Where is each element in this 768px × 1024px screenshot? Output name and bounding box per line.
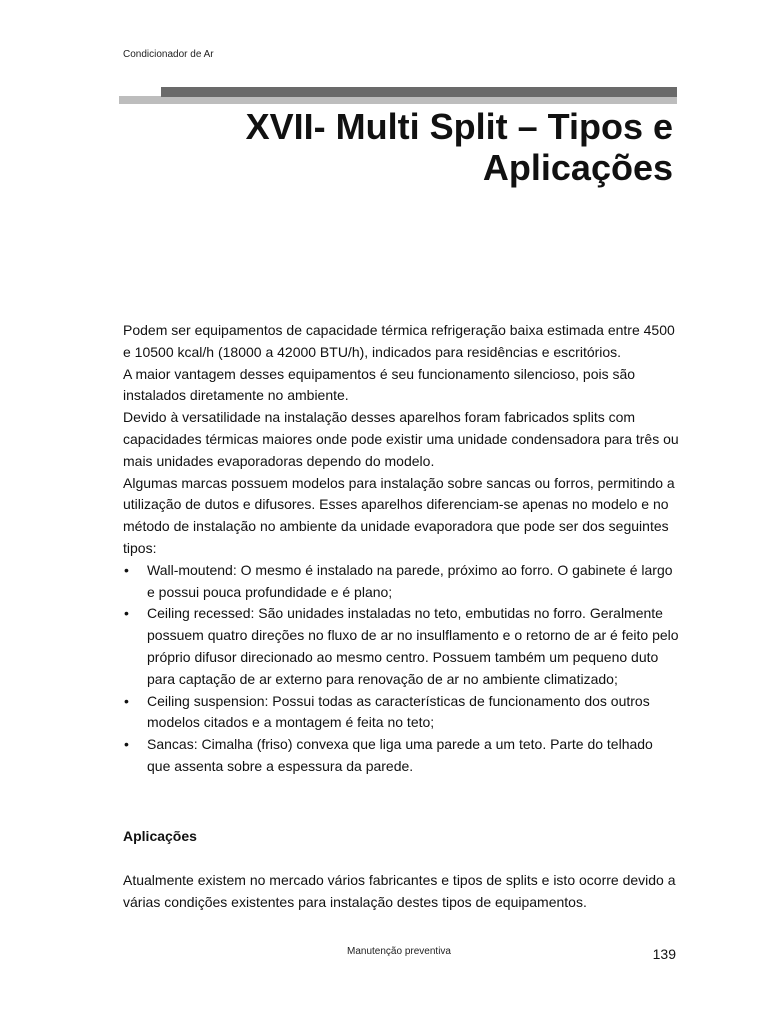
section-heading: Aplicações: [123, 828, 197, 844]
list-item: [123, 603, 679, 690]
paragraph: Devido à versatilidade na instalação desses aparelhos foram fabricados splits com capacidades térmicas maiores onde pode existir uma unidade condensadora para três ou mais unidades evaporadoras dependo do modelo.: [123, 409, 679, 469]
paragraph: Podem ser equipamentos de capacidade térmica refrigeração baixa estimada entre 4500 e 10500 kcal/h (18000 a 42000 BTU/h), indicados para residências e escritórios.: [123, 322, 675, 360]
list-item: [123, 560, 679, 604]
body-text: [123, 320, 679, 778]
list-item-text: Ceiling recessed: São unidades instaladas no teto, embutidas no forro. Geralmente possuem quatro direções no fluxo de ar no insulflamento e o retorno de ar é feito pelo próprio difusor direcionado ao mesmo centro. Possuem também um pequeno duto para captação de ar externo para renovação de ar no ambiente climatizado;: [147, 605, 679, 687]
running-header: Condicionador de Ar: [123, 49, 214, 60]
bullet-icon: •: [124, 561, 129, 578]
list-item-text: Sancas: Cimalha (friso) convexa que liga uma parede a um teto. Parte do telhado que assenta sobre a espessura da parede.: [147, 736, 653, 774]
paragraph: A maior vantagem desses equipamentos é seu funcionamento silencioso, pois são instalados diretamente no ambiente.: [123, 365, 636, 404]
list-item-text: Ceiling suspension: Possui todas as características de funcionamento dos outros modelos citados e a montagem é feita no teto;: [147, 692, 650, 731]
header-rule-light: [119, 96, 677, 104]
page-number: 139: [652, 946, 676, 962]
list-item: [123, 734, 679, 778]
bullet-icon: •: [124, 605, 129, 622]
evaporator-types-list: [123, 560, 679, 778]
list-item-text: Wall-moutend: O mesmo é instalado na parede, próximo ao forro. O gabinete é largo e possui pouca profundidade e é plano;: [147, 561, 673, 600]
list-item: [123, 691, 679, 735]
bullet-icon: •: [124, 736, 129, 753]
header-rule-dark: [161, 87, 677, 97]
paragraph: Algumas marcas possuem modelos para instalação sobre sancas ou forros, permitindo a utilização de dutos e difusores. Esses aparelhos diferenciam-se apenas no modelo e no método de instalação no ambiente da unidade evaporadora que pode ser dos seguintes tipos:: [123, 474, 675, 556]
bullet-icon: •: [124, 692, 129, 709]
footer-title: Manutenção preventiva: [347, 946, 451, 957]
section-text: Atualmente existem no mercado vários fabricantes e tipos de splits e isto ocorre devido a várias condições existentes para instalação destes tipos de equipamentos.: [123, 872, 676, 910]
chapter-title: XVII- Multi Split – Tipos e Aplicações: [245, 106, 673, 188]
